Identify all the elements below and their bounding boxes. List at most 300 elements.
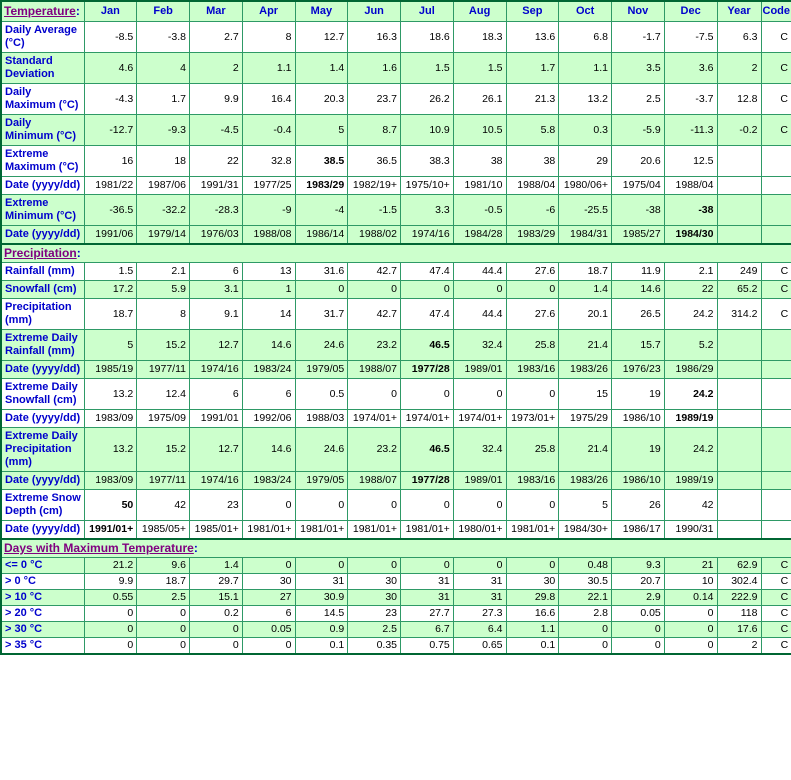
value-cell: 0 [401, 490, 454, 521]
value-cell: 20.6 [612, 146, 665, 177]
value-cell: 1980/06+ [559, 177, 612, 195]
table-row [1, 379, 791, 410]
value-cell: C [761, 574, 791, 590]
value-cell: 1989/19 [664, 472, 717, 490]
value-cell: 8.7 [348, 115, 401, 146]
value-cell: 19 [612, 379, 665, 410]
value-cell: -8.5 [84, 22, 137, 53]
value-cell: 0.9 [295, 622, 348, 638]
value-cell: 2.7 [190, 22, 243, 53]
section-title-link[interactable]: Days with Maximum Temperature [4, 541, 194, 555]
value-cell: 12.7 [190, 428, 243, 472]
value-cell: 11.9 [612, 263, 665, 281]
table-row [1, 115, 791, 146]
value-cell: 1986/29 [664, 361, 717, 379]
value-cell: 2 [717, 53, 761, 84]
value-cell: C [761, 53, 791, 84]
value-cell: 1.7 [137, 84, 190, 115]
value-cell: 1.7 [506, 53, 559, 84]
value-cell [717, 428, 761, 472]
value-cell: 0 [242, 638, 295, 655]
value-cell: C [761, 606, 791, 622]
value-cell: 32.4 [453, 428, 506, 472]
section-table-0 [0, 0, 791, 245]
value-cell: 30 [242, 574, 295, 590]
value-cell: 0 [453, 281, 506, 299]
row-label: Extreme Daily Snowfall (cm) [1, 379, 84, 410]
value-cell: 30 [506, 574, 559, 590]
value-cell: 1976/03 [190, 226, 243, 245]
value-cell: 13.2 [84, 428, 137, 472]
value-cell: 24.2 [664, 379, 717, 410]
value-cell: 3.3 [401, 195, 454, 226]
row-label: Extreme Daily Rainfall (mm) [1, 330, 84, 361]
value-cell: 17.2 [84, 281, 137, 299]
value-cell: 1977/25 [242, 177, 295, 195]
value-cell [761, 428, 791, 472]
table-row [1, 490, 791, 521]
row-label: Date (yyyy/dd) [1, 226, 84, 245]
value-cell: 16.3 [348, 22, 401, 53]
value-cell: 31 [295, 574, 348, 590]
value-cell: 6 [190, 263, 243, 281]
value-cell: 1987/06 [137, 177, 190, 195]
value-cell: 2.5 [137, 590, 190, 606]
value-cell: 302.4 [717, 574, 761, 590]
value-cell: C [761, 590, 791, 606]
value-cell: 6.4 [453, 622, 506, 638]
value-cell: 6.7 [401, 622, 454, 638]
column-header-aug: Aug [453, 1, 506, 22]
value-cell: 1985/05+ [137, 521, 190, 540]
value-cell: 0.2 [190, 606, 243, 622]
value-cell: 14.6 [612, 281, 665, 299]
value-cell: 1974/16 [190, 361, 243, 379]
value-cell: 24.6 [295, 428, 348, 472]
value-cell: 1983/24 [242, 472, 295, 490]
row-label: Standard Deviation [1, 53, 84, 84]
value-cell [761, 361, 791, 379]
value-cell: 9.3 [612, 558, 665, 574]
value-cell: 9.9 [190, 84, 243, 115]
value-cell: 1981/10 [453, 177, 506, 195]
value-cell: 16 [84, 146, 137, 177]
value-cell: 0 [137, 606, 190, 622]
value-cell: 1977/28 [401, 361, 454, 379]
value-cell: 15.1 [190, 590, 243, 606]
value-cell: 6.8 [559, 22, 612, 53]
value-cell: 1974/01+ [401, 410, 454, 428]
value-cell: 1 [242, 281, 295, 299]
value-cell: 1988/07 [348, 361, 401, 379]
table-row [1, 263, 791, 281]
value-cell: 0.35 [348, 638, 401, 655]
value-cell: 25.8 [506, 330, 559, 361]
table-row [1, 84, 791, 115]
value-cell: 1.1 [559, 53, 612, 84]
table-row [1, 590, 791, 606]
value-cell: 0 [84, 622, 137, 638]
row-label: Extreme Snow Depth (cm) [1, 490, 84, 521]
row-label: Daily Minimum (°C) [1, 115, 84, 146]
value-cell [717, 177, 761, 195]
value-cell: 38.5 [295, 146, 348, 177]
value-cell: 21 [664, 558, 717, 574]
table-row [1, 472, 791, 490]
value-cell: 23.2 [348, 330, 401, 361]
value-cell: 1981/01+ [506, 521, 559, 540]
value-cell: 31 [453, 574, 506, 590]
value-cell: 10.5 [453, 115, 506, 146]
value-cell: 12.4 [137, 379, 190, 410]
value-cell: 0 [664, 622, 717, 638]
value-cell: 18.6 [401, 22, 454, 53]
value-cell: 1988/04 [506, 177, 559, 195]
value-cell: 42 [664, 490, 717, 521]
value-cell: 0.5 [295, 379, 348, 410]
value-cell: 20.1 [559, 299, 612, 330]
value-cell: -4 [295, 195, 348, 226]
value-cell: 1988/03 [295, 410, 348, 428]
value-cell: 46.5 [401, 330, 454, 361]
value-cell: C [761, 263, 791, 281]
row-label: Rainfall (mm) [1, 263, 84, 281]
value-cell: 1986/10 [612, 410, 665, 428]
value-cell: 8 [242, 22, 295, 53]
value-cell: 0 [559, 638, 612, 655]
column-header-apr: Apr [242, 1, 295, 22]
column-header-dec: Dec [664, 1, 717, 22]
value-cell: 8 [137, 299, 190, 330]
value-cell [761, 146, 791, 177]
value-cell: 1983/26 [559, 472, 612, 490]
table-row [1, 53, 791, 84]
value-cell [761, 379, 791, 410]
value-cell: 23.7 [348, 84, 401, 115]
value-cell: 5 [559, 490, 612, 521]
column-header-year: Year [717, 1, 761, 22]
row-label: Date (yyyy/dd) [1, 472, 84, 490]
value-cell: 1976/23 [612, 361, 665, 379]
value-cell: 19 [612, 428, 665, 472]
value-cell: 0 [453, 379, 506, 410]
value-cell: 30 [348, 574, 401, 590]
value-cell: 3.6 [664, 53, 717, 84]
value-cell [761, 226, 791, 245]
row-label: > 30 °C [1, 622, 84, 638]
value-cell: -36.5 [84, 195, 137, 226]
table-row [1, 195, 791, 226]
value-cell: 5.9 [137, 281, 190, 299]
value-cell: 27.6 [506, 263, 559, 281]
value-cell: 3.5 [612, 53, 665, 84]
value-cell: 2.8 [559, 606, 612, 622]
value-cell: -12.7 [84, 115, 137, 146]
value-cell [717, 379, 761, 410]
value-cell: 42 [137, 490, 190, 521]
table-row [1, 361, 791, 379]
value-cell: 32.4 [453, 330, 506, 361]
value-cell: 1989/19 [664, 410, 717, 428]
value-cell: 1.1 [506, 622, 559, 638]
value-cell [717, 472, 761, 490]
value-cell: C [761, 281, 791, 299]
value-cell: -0.4 [242, 115, 295, 146]
value-cell: 1977/28 [401, 472, 454, 490]
value-cell: 14.5 [295, 606, 348, 622]
value-cell: 24.6 [295, 330, 348, 361]
corner-title-cell [1, 1, 84, 22]
value-cell: 0 [612, 638, 665, 655]
value-cell: -3.7 [664, 84, 717, 115]
value-cell: 47.4 [401, 263, 454, 281]
value-cell [761, 472, 791, 490]
value-cell: 1974/01+ [453, 410, 506, 428]
value-cell: 22.1 [559, 590, 612, 606]
value-cell [717, 330, 761, 361]
value-cell: -28.3 [190, 195, 243, 226]
value-cell: 1977/11 [137, 361, 190, 379]
value-cell: 6 [242, 379, 295, 410]
value-cell: 0.65 [453, 638, 506, 655]
value-cell: 1.4 [295, 53, 348, 84]
value-cell: 21.4 [559, 330, 612, 361]
value-cell: 1985/27 [612, 226, 665, 245]
value-cell: 25.8 [506, 428, 559, 472]
value-cell: 1.5 [84, 263, 137, 281]
value-cell: C [761, 299, 791, 330]
value-cell [717, 226, 761, 245]
table-row [1, 299, 791, 330]
value-cell: 0 [295, 281, 348, 299]
value-cell: 0 [401, 558, 454, 574]
value-cell [717, 361, 761, 379]
value-cell: 2.1 [664, 263, 717, 281]
value-cell: 1991/01 [190, 410, 243, 428]
value-cell: 0 [295, 490, 348, 521]
value-cell: 9.9 [84, 574, 137, 590]
value-cell: 15.7 [612, 330, 665, 361]
value-cell: 1988/07 [348, 472, 401, 490]
value-cell: 21.2 [84, 558, 137, 574]
table-row [1, 622, 791, 638]
value-cell: 0 [348, 281, 401, 299]
value-cell [717, 410, 761, 428]
column-header-feb: Feb [137, 1, 190, 22]
value-cell: 20.7 [612, 574, 665, 590]
value-cell: 20.3 [295, 84, 348, 115]
value-cell: 1.4 [190, 558, 243, 574]
value-cell: 4.6 [84, 53, 137, 84]
value-cell: 0 [506, 558, 559, 574]
value-cell: 14.6 [242, 330, 295, 361]
value-cell [761, 330, 791, 361]
table-row [1, 177, 791, 195]
value-cell: 26.2 [401, 84, 454, 115]
value-cell: 2.5 [612, 84, 665, 115]
value-cell: 21.3 [506, 84, 559, 115]
value-cell: 31 [453, 590, 506, 606]
value-cell: 1992/06 [242, 410, 295, 428]
value-cell: 1986/17 [612, 521, 665, 540]
value-cell: 12.8 [717, 84, 761, 115]
section-title-cell [1, 539, 791, 558]
value-cell: 1974/16 [190, 472, 243, 490]
value-cell: -4.3 [84, 84, 137, 115]
value-cell: 1981/01+ [401, 521, 454, 540]
value-cell: 5 [84, 330, 137, 361]
column-header-nov: Nov [612, 1, 665, 22]
value-cell: 0.48 [559, 558, 612, 574]
value-cell: 1983/16 [506, 361, 559, 379]
column-header-code: Code [761, 1, 791, 22]
value-cell: 12.7 [190, 330, 243, 361]
column-header-may: May [295, 1, 348, 22]
value-cell: 65.2 [717, 281, 761, 299]
row-label: Date (yyyy/dd) [1, 410, 84, 428]
value-cell: 23 [190, 490, 243, 521]
row-label: > 35 °C [1, 638, 84, 655]
value-cell: -6 [506, 195, 559, 226]
table-row [1, 410, 791, 428]
value-cell: 1975/29 [559, 410, 612, 428]
value-cell: 0 [506, 281, 559, 299]
value-cell: 38 [506, 146, 559, 177]
value-cell: 0 [190, 622, 243, 638]
value-cell: 24.2 [664, 299, 717, 330]
value-cell: 62.9 [717, 558, 761, 574]
value-cell: 1.1 [242, 53, 295, 84]
value-cell: 0 [401, 379, 454, 410]
value-cell: 3.1 [190, 281, 243, 299]
row-label: Extreme Maximum (°C) [1, 146, 84, 177]
value-cell: 1979/14 [137, 226, 190, 245]
value-cell: C [761, 115, 791, 146]
value-cell: -1.5 [348, 195, 401, 226]
value-cell: 13.2 [84, 379, 137, 410]
value-cell: 1983/29 [506, 226, 559, 245]
value-cell: 1988/02 [348, 226, 401, 245]
value-cell: 1983/09 [84, 472, 137, 490]
value-cell: -25.5 [559, 195, 612, 226]
value-cell: 0 [506, 490, 559, 521]
value-cell: 12.7 [295, 22, 348, 53]
value-cell: 0 [295, 558, 348, 574]
value-cell: 38 [453, 146, 506, 177]
value-cell: 31.7 [295, 299, 348, 330]
value-cell: 1981/01+ [242, 521, 295, 540]
row-label: <= 0 °C [1, 558, 84, 574]
value-cell: -9.3 [137, 115, 190, 146]
value-cell: 23.2 [348, 428, 401, 472]
value-cell: 1986/14 [295, 226, 348, 245]
value-cell: 42.7 [348, 299, 401, 330]
value-cell: 50 [84, 490, 137, 521]
value-cell: 15.2 [137, 428, 190, 472]
row-label: > 10 °C [1, 590, 84, 606]
value-cell: 1977/11 [137, 472, 190, 490]
value-cell: 31 [401, 574, 454, 590]
column-header-jan: Jan [84, 1, 137, 22]
value-cell: 0 [348, 379, 401, 410]
value-cell: C [761, 84, 791, 115]
table-row [1, 638, 791, 655]
value-cell: -32.2 [137, 195, 190, 226]
value-cell: 30 [348, 590, 401, 606]
value-cell: 47.4 [401, 299, 454, 330]
section-title-colon: : [75, 4, 80, 18]
value-cell: -38 [664, 195, 717, 226]
row-label: Date (yyyy/dd) [1, 361, 84, 379]
value-cell: 21.4 [559, 428, 612, 472]
value-cell [717, 521, 761, 540]
value-cell: 16.4 [242, 84, 295, 115]
section-title-link[interactable]: Temperature [4, 4, 76, 18]
value-cell: C [761, 558, 791, 574]
column-header-jul: Jul [401, 1, 454, 22]
value-cell: 0.55 [84, 590, 137, 606]
value-cell: 10 [664, 574, 717, 590]
value-cell: 0 [453, 490, 506, 521]
value-cell: 18.7 [559, 263, 612, 281]
header-row [1, 1, 791, 22]
value-cell: 1988/08 [242, 226, 295, 245]
value-cell: 14 [242, 299, 295, 330]
value-cell: 18.3 [453, 22, 506, 53]
value-cell: 27.6 [506, 299, 559, 330]
value-cell [761, 490, 791, 521]
row-label: Date (yyyy/dd) [1, 177, 84, 195]
value-cell: 30.9 [295, 590, 348, 606]
table-row [1, 330, 791, 361]
value-cell: 16.6 [506, 606, 559, 622]
value-cell: 1984/30 [664, 226, 717, 245]
value-cell: 26.1 [453, 84, 506, 115]
column-header-jun: Jun [348, 1, 401, 22]
value-cell: 1975/10+ [401, 177, 454, 195]
row-label: > 20 °C [1, 606, 84, 622]
table-row [1, 521, 791, 540]
section-table-1 [0, 243, 791, 540]
value-cell: 0 [401, 281, 454, 299]
value-cell: -7.5 [664, 22, 717, 53]
value-cell: 1983/29 [295, 177, 348, 195]
value-cell: 9.1 [190, 299, 243, 330]
value-cell: 1983/26 [559, 361, 612, 379]
value-cell [761, 195, 791, 226]
row-label: Daily Average (°C) [1, 22, 84, 53]
value-cell: 0 [559, 622, 612, 638]
column-header-oct: Oct [559, 1, 612, 22]
value-cell: 5 [295, 115, 348, 146]
section-title-link[interactable]: Precipitation [4, 246, 77, 260]
value-cell: 0.3 [559, 115, 612, 146]
value-cell: 15.2 [137, 330, 190, 361]
value-cell: 0 [242, 558, 295, 574]
value-cell: 0.1 [295, 638, 348, 655]
value-cell [761, 521, 791, 540]
value-cell: 6.3 [717, 22, 761, 53]
value-cell: 13 [242, 263, 295, 281]
value-cell: 0.05 [612, 606, 665, 622]
value-cell: 1986/10 [612, 472, 665, 490]
value-cell: 18 [137, 146, 190, 177]
value-cell [761, 177, 791, 195]
value-cell: 0.75 [401, 638, 454, 655]
table-row [1, 606, 791, 622]
value-cell: -4.5 [190, 115, 243, 146]
table-row [1, 574, 791, 590]
